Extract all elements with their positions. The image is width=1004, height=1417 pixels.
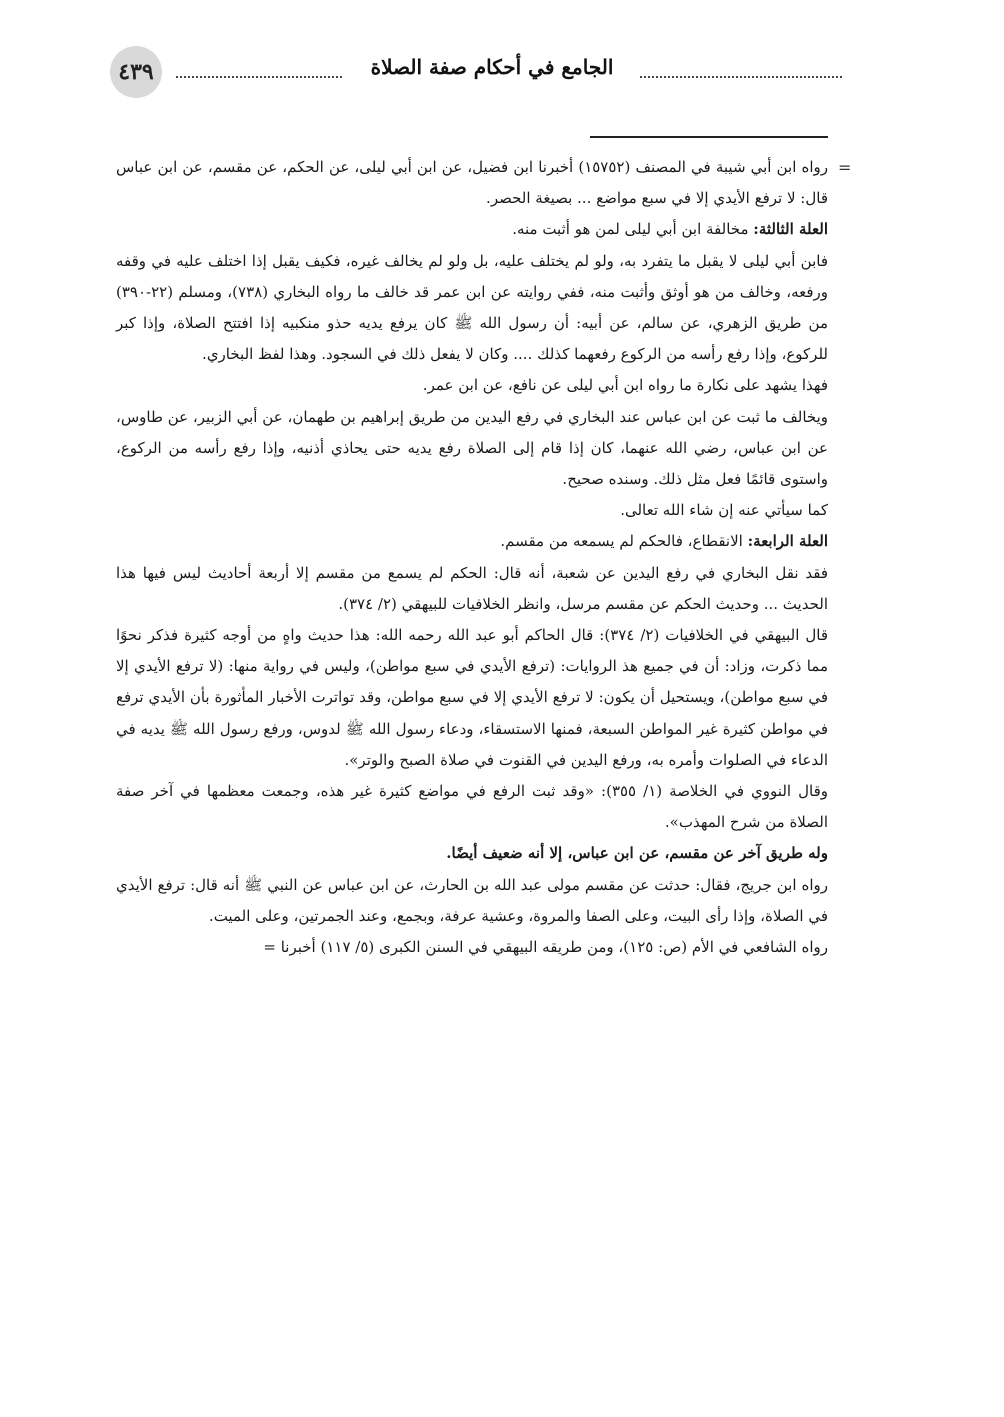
bold-lead: العلة الثالثة: <box>753 220 828 239</box>
footnote-paragraph: رواه ابن جريج، فقال: حدثت عن مقسم مولى عبد الله بن الحارث، عن ابن عباس عن النبي ﷺ أنه قال: ترفع الأيدي في الصلاة، وإذا رأى البيت، وعلى الصفا والمروة، وعشية عرفة، وبجمع، وعند الجمرتين، وعلى الميت. <box>116 875 828 925</box>
footnote-paragraph: رواه ابن أبي شيبة في المصنف (١٥٧٥٢) أخبرنا ابن فضيل، عن ابن أبي ليلى، عن الحكم، عن مقسم، عن ابن عباس قال: لا ترفع الأيدي إلا في سبع مواضع ... بصيغة الحصر. <box>116 158 828 208</box>
footnote-paragraph: فقد نقل البخاري في رفع اليدين عن شعبة، أنه قال: الحكم لم يسمع من مقسم إلا أربعة أحاديث ليس فيها هذا الحديث ... وحديث الحكم عن مقسم مرسل، وانظر الخلافيات للبيهقي (٢/ ٣٧٤). <box>116 563 828 613</box>
footnote-separator <box>590 136 828 138</box>
footnote-body <box>116 152 828 963</box>
footnote-paragraph: قال البيهقي في الخلافيات (٢/ ٣٧٤): قال الحاكم أبو عبد الله رحمه الله: هذا حديث واهٍ من أوجه كثيرة فذكر نحوًا مما ذكرت، وزاد: أن في جميع هذ الروايات: (ترفع الأيدي في سبع مواطن)، وليس في رواية منها: (لا ترفع الأيدي إلا في سبع مواطن)، ويستحيل أن يكون: لا ترفع الأيدي إلا في سبع مواطن، وقد تواترت الأخبار المأثورة بأن الأيدي ترفع في مواطن كثيرة غير المواطن السبعة، فمنها الاستسقاء، ودعاء رسول الله ﷺ لدوس، ورفع رسول الله ﷺ يديه في الدعاء في الصلوات وأمره به، ورفع اليدين في القنوت في صلاة الصبح والوتر». <box>116 626 828 769</box>
footnote-paragraph: العلة الرابعة: الانقطاع، فالحكم لم يسمعه من مقسم. <box>500 532 828 551</box>
footnote-continued-mark: = <box>838 158 852 177</box>
footnote-paragraph: فابن أبي ليلى لا يقبل ما يتفرد به، ولو لم يختلف عليه، بل ولو لم يخالف غيره، فكيف يقبل إذا اختلف عليه في وقفه ورفعه، وخالف من هو أوثق وأثبت منه، ففي روايته عن ابن عمر قد خالف ما رواه البخاري (٧٣٨)، ومسلم (٢٢-٣٩٠) من طريق الزهري، عن سالم، عن أبيه: أن رسول الله ﷺ كان يرفع يديه حذو منكبيه إذا افتتح الصلاة، وإذا كبر للركوع، وإذا رفع رأسه من الركوع رفعهما كذلك .... وكان لا يفعل ذلك في السجود. وهذا لفظ البخاري. <box>116 251 828 364</box>
footnote-paragraph: فهذا يشهد على نكارة ما رواه ابن أبي ليلى عن نافع، عن ابن عمر. <box>422 376 828 395</box>
footnote-paragraph: العلة الثالثة: مخالفة ابن أبي ليلى لمن هو أثبت منه. <box>512 220 828 239</box>
bold-lead: العلة الرابعة: <box>747 532 828 551</box>
footnote-paragraph: رواه الشافعي في الأم (ص: ١٢٥)، ومن طريقه البيهقي في السنن الكبرى (٥/ ١١٧) أخبرنا = <box>263 938 828 957</box>
footnote-paragraph: كما سيأتي عنه إن شاء الله تعالى. <box>620 501 828 520</box>
footnote-paragraph <box>116 838 828 869</box>
footnote-paragraph: وقال النووي في الخلاصة (١/ ٣٥٥): «وقد ثبت الرفع في مواضع كثيرة غير هذه، وجمعت معظمها في آخر صفة الصلاة من شرح المهذب». <box>116 782 828 832</box>
bold-lead: وله طريق آخر عن مقسم، عن ابن عباس، إلا أنه ضعيف أيضًا. <box>446 844 828 863</box>
running-title: الجامع في أحكام صفة الصلاة <box>370 55 614 79</box>
header-dotted-leader-left <box>176 76 342 78</box>
footnote-paragraph: ويخالف ما ثبت عن ابن عباس عند البخاري في رفع اليدين من طريق إبراهيم بن طهمان، عن أبي الزبير، عن طاوس، عن ابن عباس، رضي الله عنهما، كان إذا قام إلى الصلاة رفع يديه حتى يحاذي أذنيه، وإذا رفع رأسه من الركوع، واستوى قائمًا فعل مثل ذلك. وسنده صحيح. <box>116 407 828 489</box>
page-number: ٤٣٩ <box>110 46 162 98</box>
header-dotted-leader-right <box>640 76 842 78</box>
